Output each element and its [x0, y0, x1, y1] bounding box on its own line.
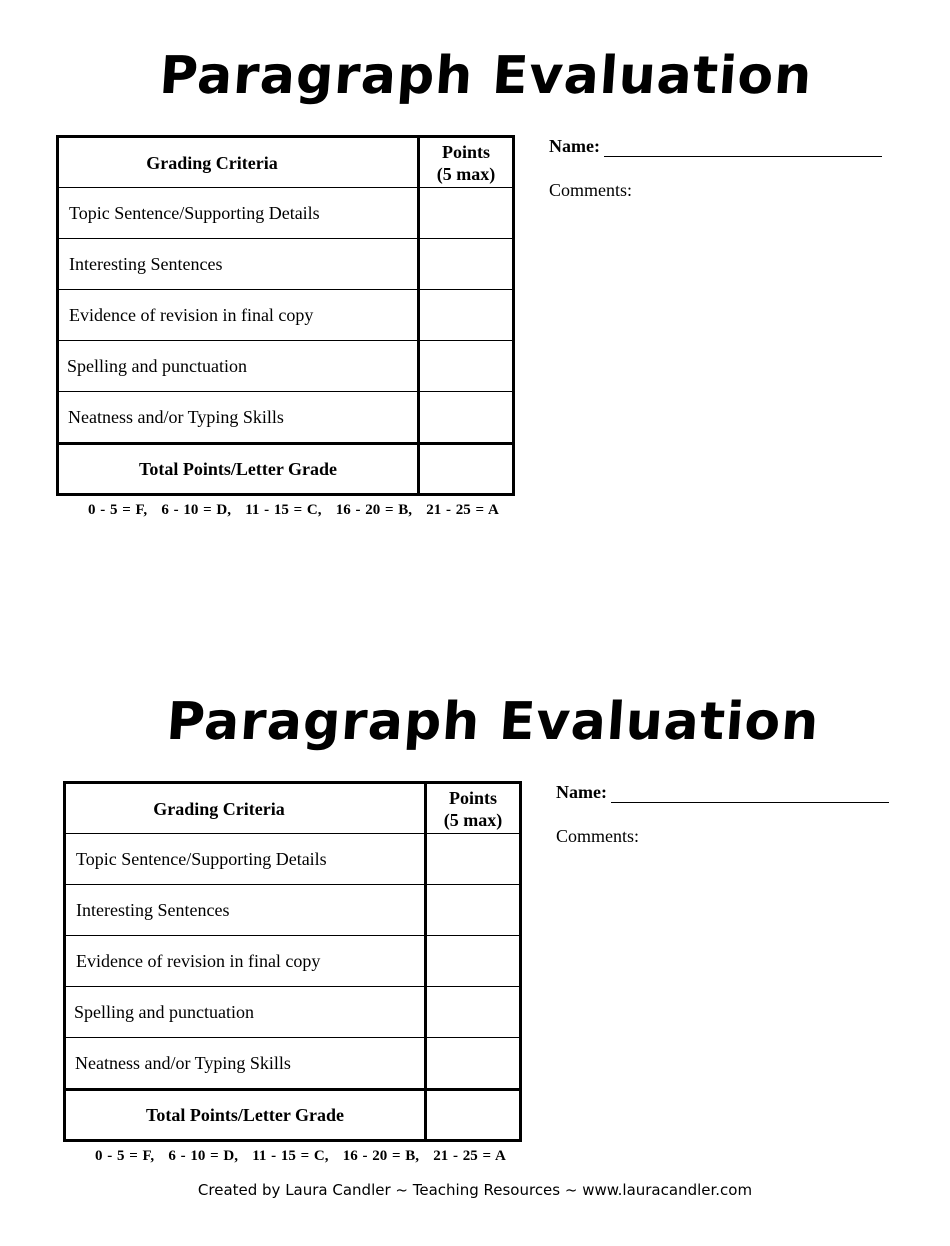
points-header	[426, 783, 521, 834]
criterion-label: Interesting Sentences	[65, 885, 426, 936]
grading-table	[63, 781, 522, 1142]
table-row	[65, 885, 521, 936]
grade-scale: 0 - 5 = F, 6 - 10 = D, 11 - 15 = C, 16 - 20 = B, 21 - 25 = A	[88, 502, 499, 518]
table-header-row	[65, 783, 521, 834]
page-footer: Created by Laura Candler ~ Teaching Resources ~ www.lauracandler.com	[197, 1181, 753, 1199]
criteria-header: Grading Criteria	[65, 783, 426, 834]
points-cell[interactable]	[419, 341, 514, 392]
form-title: Paragraph Evaluation	[157, 46, 815, 106]
table-row	[58, 188, 514, 239]
points-cell[interactable]	[419, 239, 514, 290]
criterion-label: Neatness and/or Typing Skills	[58, 392, 419, 444]
comments-label: Comments:	[556, 826, 640, 846]
points-cell[interactable]	[419, 290, 514, 341]
criterion-label: Interesting Sentences	[58, 239, 419, 290]
total-row	[65, 1090, 521, 1141]
name-label: Name:	[549, 136, 600, 156]
criterion-label: Spelling and punctuation	[65, 987, 426, 1038]
points-cell[interactable]	[426, 834, 521, 885]
criteria-header: Grading Criteria	[58, 137, 419, 188]
name-label: Name:	[556, 782, 607, 802]
points-header-line2: (5 max)	[443, 809, 503, 830]
points-header-line2: (5 max)	[436, 163, 496, 184]
points-header-line1: Points	[441, 141, 490, 162]
criterion-label: Topic Sentence/Supporting Details	[58, 188, 419, 239]
table-row	[58, 341, 514, 392]
grading-table	[56, 135, 515, 496]
name-line[interactable]	[611, 784, 889, 803]
total-label: Total Points/Letter Grade	[65, 1090, 426, 1141]
criterion-label: Evidence of revision in final copy	[65, 936, 426, 987]
table-header-row	[58, 137, 514, 188]
total-row	[58, 444, 514, 495]
name-field	[549, 136, 882, 157]
table-row	[58, 392, 514, 444]
name-line[interactable]	[604, 138, 882, 157]
comments-label: Comments:	[549, 180, 633, 200]
points-header-line1: Points	[448, 787, 497, 808]
criterion-label: Topic Sentence/Supporting Details	[65, 834, 426, 885]
name-field	[556, 782, 889, 803]
criterion-label: Neatness and/or Typing Skills	[65, 1038, 426, 1090]
criterion-label: Spelling and punctuation	[58, 341, 419, 392]
form-title: Paragraph Evaluation	[164, 692, 822, 752]
points-cell[interactable]	[419, 188, 514, 239]
grade-scale: 0 - 5 = F, 6 - 10 = D, 11 - 15 = C, 16 - 20 = B, 21 - 25 = A	[95, 1148, 506, 1164]
points-cell[interactable]	[426, 1038, 521, 1090]
total-points-cell[interactable]	[419, 444, 514, 495]
table-row	[65, 834, 521, 885]
table-row	[58, 239, 514, 290]
table-row	[65, 936, 521, 987]
points-cell[interactable]	[426, 936, 521, 987]
total-points-cell[interactable]	[426, 1090, 521, 1141]
points-cell[interactable]	[426, 885, 521, 936]
total-label: Total Points/Letter Grade	[58, 444, 419, 495]
criterion-label: Evidence of revision in final copy	[58, 290, 419, 341]
points-cell[interactable]	[426, 987, 521, 1038]
table-row	[65, 987, 521, 1038]
points-header	[419, 137, 514, 188]
evaluation-form-2	[7, 646, 950, 1246]
table-row	[58, 290, 514, 341]
evaluation-form-1	[0, 0, 950, 600]
points-cell[interactable]	[419, 392, 514, 444]
table-row	[65, 1038, 521, 1090]
